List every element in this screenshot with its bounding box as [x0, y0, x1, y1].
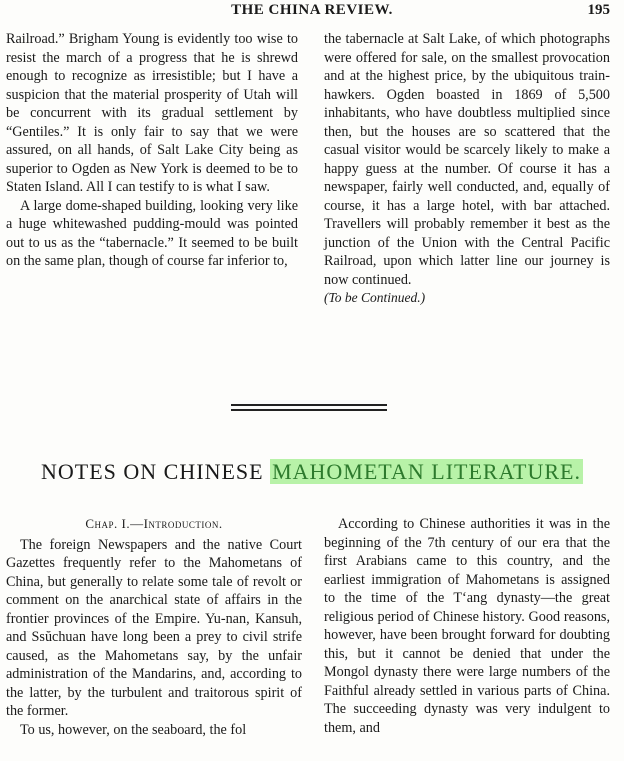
paragraph: A large dome-shaped building, looking very like a huge whitewashed pudding-mould was pointed out to us as the “tabernacle.” It seemed to be built on the same plan, though of course far inferior to, — [6, 197, 298, 269]
paragraph: the tabernacle at Salt Lake, of which photographs were offered for sale, on the smallest provocation and at the highest price, by the ubiquitous train-hawkers. Ogden boasted in 1869 of 5,500 inhabitants, who have doubtless multiplied since then, but the houses are so scattered that the casual visitor would be scarcely likely to make a happy guess at the number. Of course it has a newspaper, fairly well conducted, and, equally of course, it has a large hotel, with bar attached. Travellers will probably remember it best as the junction of the Union with the Central Pacific Railroad, upon which latter line our journey is now continued. — [324, 31, 610, 288]
page-header — [0, 2, 624, 22]
article-title — [0, 459, 624, 485]
to-be-continued: (To be Continued.) — [324, 290, 426, 305]
article-title-highlight[interactable]: MAHOMETAN LITERATURE. — [272, 459, 581, 484]
top-left-column — [6, 30, 298, 271]
paragraph: Railroad.” Brigham Young is evidently too wise to resist the march of a progress that he is shrewd enough to recognize as irresistible; but I have a suspicion that the material prosperity of Utah will be concurrent with its gradual settlement by “Gentiles.” It is only fair to say that we were assured, on all hands, of Salt Lake City being as superior to Ogden as New York is deemed to be to Staten Island. All I can testify to is what I saw. — [6, 31, 298, 195]
paragraph: According to Chinese authorities it was in the beginning of the 7th century of our era that the first Arabians came to this country, and the earliest immigration of Mahometans is assigned to the time of the T‘ang dynasty—the great religious period of Chinese history. Good reasons, however, have been brought forward for doubting this, but it cannot be denied that under the Mongol dynasty there were large numbers of the Faithful already settled in various parts of China. The succeeding dynasty was very indulgent to them, and — [324, 516, 610, 736]
section-divider — [231, 409, 387, 411]
section-divider — [231, 404, 387, 406]
bottom-left-column — [6, 515, 302, 739]
chapter-heading: Chap. I.—Introduction. — [85, 516, 223, 531]
article-title-plain: NOTES ON CHINESE — [41, 459, 264, 484]
paragraph: The foreign Newspapers and the native Court Gazettes frequently refer to the Mahometans of China, but generally to relate some tale of revolt or comment on the anarchical state of affairs in the frontier provinces of the Empire. Yu-nan, Kansuh, and Ssŭchuan have long been a prey to civil strife caused, as the Mahometans say, by the unfair administration of the Mandarins, and, according to the latter, by the turbulent and traitorous spirit of the former. — [6, 536, 302, 719]
bottom-right-column — [324, 515, 610, 737]
top-right-column — [324, 30, 610, 308]
journal-title: THE CHINA REVIEW. — [231, 2, 393, 18]
page-number: 195 — [587, 2, 610, 18]
paragraph: To us, however, on the seaboard, the fol — [20, 721, 247, 738]
